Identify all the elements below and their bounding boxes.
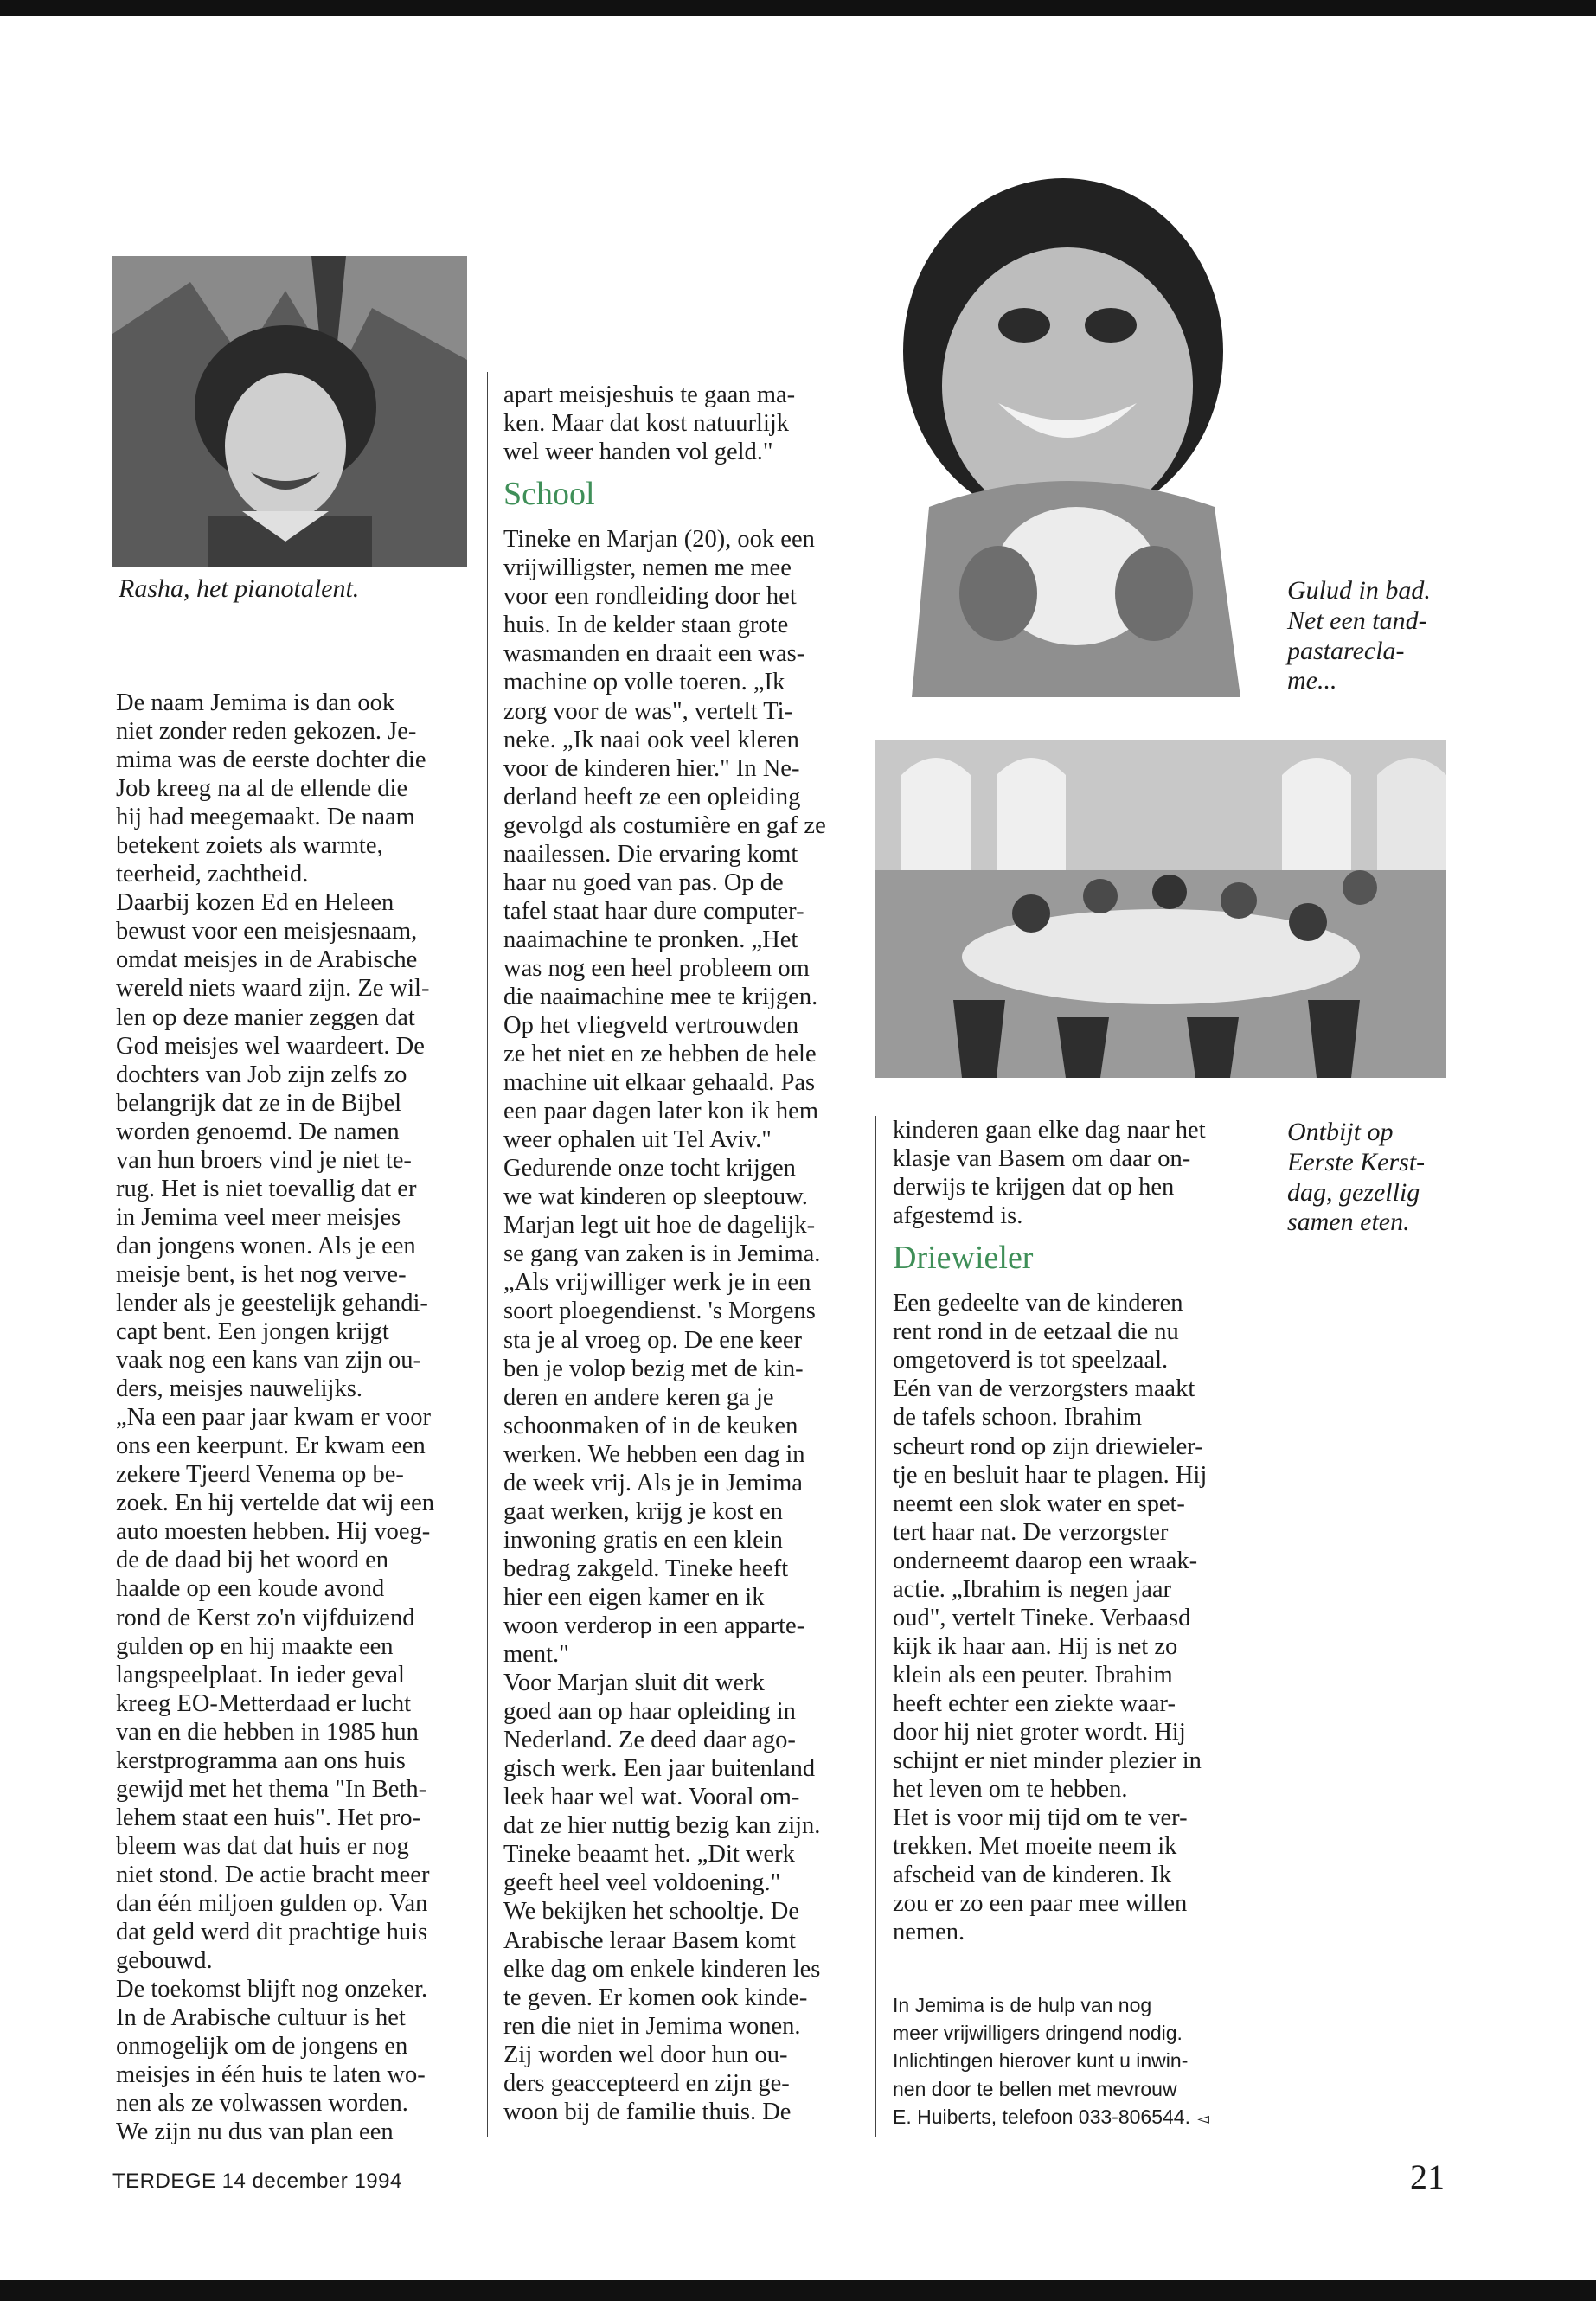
text-line: de week vrij. Als je in Jemima <box>503 1469 803 1497</box>
text-line: bleem was dat dat huis er nog <box>116 1832 409 1860</box>
text-line: bewust voor een meisjesnaam, <box>116 918 418 945</box>
text-line: Gedurende onze tocht krijgen <box>503 1155 796 1183</box>
text-line: ren die niet in Jemima wonen. <box>503 2012 801 2040</box>
text-line: apart meisjeshuis te gaan ma- <box>503 381 796 408</box>
text-line: onderneemt daarop een wraak- <box>893 1547 1198 1574</box>
text-line: te geven. Er komen ook kinde- <box>503 1984 808 2011</box>
col2-text <box>503 525 867 2126</box>
text-line: wasmanden en draait een was- <box>503 640 805 668</box>
text-line: de de daad bij het woord en <box>116 1547 388 1574</box>
text-line: gisch werk. Een jaar buitenland <box>503 1755 816 1783</box>
text-line: Op het vliegveld vertrouwden <box>503 1012 799 1040</box>
text-line: tert haar nat. De verzorgster <box>893 1518 1169 1546</box>
text-line: in Jemima veel meer meisjes <box>116 1203 401 1231</box>
rasha-photo-image <box>112 256 467 567</box>
text-line: heeft echter een ziekte waar- <box>893 1689 1176 1717</box>
text-line: afgestemd is. <box>893 1202 1023 1230</box>
text-line: derwijs te krijgen dat op hen <box>893 1174 1175 1202</box>
column-rule-2 <box>875 1116 876 2137</box>
column-rule-1 <box>487 372 488 2137</box>
text-line: Job kreeg na al de ellende die <box>116 775 408 803</box>
text-line: gebouwd. <box>116 1947 213 1975</box>
text-line: tje en besluit haar te plagen. Hij <box>893 1461 1208 1489</box>
text-line: werken. We hebben een dag in <box>503 1440 805 1468</box>
text-line: tafel staat haar dure computer- <box>503 897 804 925</box>
note-line: E. Huiberts, telefoon 033-806544. ◅ <box>893 2105 1209 2128</box>
text-line: het leven om te hebben. <box>893 1776 1128 1804</box>
text-line: neemt een slok water en spet- <box>893 1490 1185 1517</box>
text-line: dan één miljoen gulden op. Van <box>116 1889 428 1917</box>
text-line: Eén van de verzorgsters maakt <box>893 1375 1195 1403</box>
text-line: rent rond in de eetzaal die nu <box>893 1318 1179 1346</box>
text-line: teerheid, zachtheid. <box>116 861 309 888</box>
top-scan-border <box>0 0 1596 16</box>
caption-gulud-line: pastarecla- <box>1287 636 1405 665</box>
caption-breakfast-line: dag, gezellig <box>1287 1177 1420 1207</box>
text-line: lender als je geestelijk gehandi- <box>116 1289 428 1317</box>
text-line: zou er zo een paar mee willen <box>893 1890 1188 1918</box>
text-line: Tineke beaamt het. „Dit werk <box>503 1841 795 1868</box>
text-line: derland heeft ze een opleiding <box>503 783 801 811</box>
text-line: Arabische leraar Basem komt <box>503 1926 796 1954</box>
column-3 <box>893 1116 1273 1946</box>
text-line: naailessen. Die ervaring komt <box>503 840 798 868</box>
text-line: De naam Jemima is dan ook <box>116 689 395 716</box>
text-line: ment." <box>503 1641 569 1669</box>
note-line: nen door te bellen met mevrouw <box>893 2077 1177 2100</box>
text-line: van hun broers vind je niet te- <box>116 1146 412 1174</box>
caption-gulud-line: Net een tand- <box>1287 606 1427 635</box>
text-line: God meisjes wel waardeert. De <box>116 1032 425 1060</box>
col1-text <box>116 689 479 2146</box>
text-line: worden genoemd. De namen <box>116 1118 400 1145</box>
text-line: Daarbij kozen Ed en Heleen <box>116 889 394 917</box>
text-line: In de Arabische cultuur is het <box>116 2004 406 2032</box>
text-line: wel weer handen vol geld." <box>503 439 773 466</box>
text-line: ken. Maar dat kost natuurlijk <box>503 410 790 438</box>
text-line: de tafels schoon. Ibrahim <box>893 1404 1143 1432</box>
text-line: nemen. <box>893 1919 965 1946</box>
column-1 <box>116 689 479 2146</box>
text-line: ders geaccepteerd en zijn ge- <box>503 2069 790 2097</box>
caption-gulud-line: me... <box>1287 666 1337 695</box>
text-line: voor een rondleiding door het <box>503 583 797 611</box>
text-line: zekere Tjeerd Venema op be- <box>116 1461 404 1489</box>
text-line: was nog een heel probleem om <box>503 954 810 982</box>
text-line: betekent zoiets als warmte, <box>116 832 383 860</box>
text-line: Tineke en Marjan (20), ook een <box>503 526 815 554</box>
text-line: kerstprogramma aan ons huis <box>116 1747 406 1774</box>
text-line: klasje van Basem om daar on- <box>893 1145 1191 1173</box>
caption-gulud <box>1287 576 1431 696</box>
text-line: hij had meegemaakt. De naam <box>116 804 415 831</box>
text-line: dan jongens wonen. Als je een <box>116 1232 416 1259</box>
breakfast-photo-image <box>875 740 1446 1078</box>
text-line: rond de Kerst zo'n vijfduizend <box>116 1604 415 1631</box>
column-2 <box>503 381 867 2126</box>
text-line: deren en andere keren ga je <box>503 1383 774 1411</box>
footer-publication: TERDEGE 14 december 1994 <box>112 2170 402 2193</box>
section-heading-driewieler: Driewieler <box>893 1240 1034 1277</box>
text-line: gevolgd als costumière en gaf ze <box>503 811 826 839</box>
text-line: een paar dagen later kon ik hem <box>503 1098 819 1125</box>
text-line: zorg voor de was", vertelt Ti- <box>503 697 793 725</box>
text-line: omgetoverd is tot speelzaal. <box>893 1347 1169 1375</box>
text-line: woon verderop in een apparte- <box>503 1612 805 1639</box>
note-line: meer vrijwilligers dringend nodig. <box>893 2022 1183 2045</box>
text-line: actie. „Ibrahim is negen jaar <box>893 1575 1172 1603</box>
text-line: We zijn nu dus van plan een <box>116 2118 394 2146</box>
text-line: Een gedeelte van de kinderen <box>893 1290 1183 1317</box>
note-line: In Jemima is de hulp van nog <box>893 1994 1152 2016</box>
bottom-scan-border <box>0 2280 1596 2301</box>
text-line: Zij worden wel door hun ou- <box>503 2041 788 2068</box>
caption-breakfast-line: Ontbijt op <box>1287 1118 1394 1146</box>
text-line: capt bent. Een jongen krijgt <box>116 1318 389 1346</box>
text-line: neke. „Ik naai ook veel kleren <box>503 726 799 753</box>
text-line: kreeg EO-Metterdaad er lucht <box>116 1689 412 1717</box>
text-line: woon bij de familie thuis. De <box>503 2098 792 2125</box>
col3-text <box>893 1289 1273 1946</box>
text-line: leek haar wel wat. Vooral om- <box>503 1784 800 1811</box>
col3-intro <box>893 1116 1273 1230</box>
text-line: lehem staat een huis". Het pro- <box>116 1804 420 1831</box>
text-line: gaat werken, krijg je kost en <box>503 1497 783 1525</box>
text-line: goed aan op haar opleiding in <box>503 1698 796 1726</box>
page-number: 21 <box>1410 2157 1445 2196</box>
text-line: len op deze manier zeggen dat <box>116 1003 415 1031</box>
text-line: weer ophalen uit Tel Aviv." <box>503 1126 772 1154</box>
text-line: geeft heel veel voldoening." <box>503 1869 781 1897</box>
text-line: scheurt rond op zijn driewieler- <box>893 1433 1203 1460</box>
text-line: machine op volle toeren. „Ik <box>503 669 785 696</box>
caption-breakfast-line: samen eten. <box>1287 1208 1410 1237</box>
text-line: dat geld werd dit prachtige huis <box>116 1919 428 1946</box>
text-line: dat ze hier nuttig bezig kan zijn. <box>503 1812 821 1840</box>
section-heading-school: School <box>503 476 595 513</box>
col2-intro <box>503 381 867 466</box>
text-line: van en die hebben in 1985 hun <box>116 1718 419 1746</box>
text-line: omdat meisjes in de Arabische <box>116 946 418 974</box>
caption-breakfast-line: Eerste Kerst- <box>1287 1147 1426 1176</box>
photo-rasha <box>112 256 467 567</box>
text-line: afscheid van de kinderen. Ik <box>893 1862 1172 1889</box>
text-line: schoonmaken of in de keuken <box>503 1412 798 1439</box>
text-line: die naaimachine mee te krijgen. <box>503 983 818 1010</box>
text-line: dochters van Job zijn zelfs zo <box>116 1061 407 1088</box>
text-line: haalde op een koude avond <box>116 1575 385 1603</box>
text-line: huis. In de kelder staan grote <box>503 612 789 639</box>
text-line: nen als ze volwassen worden. <box>116 2090 408 2118</box>
text-line: sta je al vroeg op. De ene keer <box>503 1326 803 1354</box>
text-line: gulden op en hij maakte een <box>116 1632 394 1660</box>
text-line: Voor Marjan sluit dit werk <box>503 1670 765 1697</box>
text-line: Het is voor mij tijd om te ver- <box>893 1804 1188 1832</box>
photo-breakfast <box>875 740 1446 1078</box>
text-line: inwoning gratis en een klein <box>503 1526 783 1554</box>
text-line: niet zonder reden gekozen. Je- <box>116 718 417 746</box>
text-line: naaimachine te pronken. „Het <box>503 926 798 953</box>
text-line: se gang van zaken is in Jemima. <box>503 1240 821 1268</box>
text-line: „Als vrijwilliger werk je in een <box>503 1269 811 1297</box>
text-line: bedrag zakgeld. Tineke heeft <box>503 1554 789 1582</box>
text-line: door hij niet groter wordt. Hij <box>893 1718 1186 1746</box>
text-line: langspeelplaat. In ieder geval <box>116 1661 405 1689</box>
text-line: Marjan legt uit hoe de dagelijk- <box>503 1212 816 1240</box>
text-line: hier een eigen kamer en ik <box>503 1583 765 1611</box>
text-line: rug. Het is niet toevallig dat er <box>116 1175 417 1202</box>
text-line: ben je volop bezig met de kin- <box>503 1355 804 1382</box>
text-line: ons een keerpunt. Er kwam een <box>116 1433 426 1460</box>
text-line: zoek. En hij vertelde dat wij een <box>116 1490 434 1517</box>
text-line: klein als een peuter. Ibrahim <box>893 1661 1173 1689</box>
text-line: voor de kinderen hier." In Ne- <box>503 754 800 782</box>
text-line: „Na een paar jaar kwam er voor <box>116 1404 431 1432</box>
caption-gulud-line: Gulud in bad. <box>1287 576 1431 605</box>
gulud-photo-image <box>894 144 1266 697</box>
text-line: We bekijken het schooltje. De <box>503 1898 799 1926</box>
text-line: ders, meisjes nauwelijks. <box>116 1375 362 1403</box>
text-line: mima was de eerste dochter die <box>116 747 426 774</box>
volunteer-note <box>893 1991 1291 2131</box>
text-line: kijk ik haar aan. Hij is net zo <box>893 1632 1178 1660</box>
text-line: onmogelijk om de jongens en <box>116 2033 408 2061</box>
text-line: De toekomst blijft nog onzeker. <box>116 1976 428 2003</box>
text-line: meisje bent, is het nog verve- <box>116 1260 407 1288</box>
text-line: haar nu goed van pas. Op de <box>503 868 784 896</box>
text-line: gewijd met het thema "In Beth- <box>116 1775 427 1803</box>
text-line: niet stond. De actie bracht meer <box>116 1861 430 1888</box>
text-line: belangrijk dat ze in de Bijbel <box>116 1089 402 1117</box>
text-line: oud", vertelt Tineke. Verbaasd <box>893 1604 1191 1631</box>
text-line: elke dag om enkele kinderen les <box>503 1955 821 1983</box>
text-line: kinderen gaan elke dag naar het <box>893 1117 1206 1144</box>
end-mark-icon: ◅ <box>1196 2109 1209 2127</box>
text-line: soort ploegendienst. 's Morgens <box>503 1298 816 1325</box>
text-line: Nederland. Ze deed daar ago- <box>503 1727 796 1754</box>
caption-breakfast <box>1287 1118 1425 1238</box>
text-line: meisjes in één huis te laten wo- <box>116 2061 426 2089</box>
caption-rasha: Rasha, het pianotalent. <box>119 574 360 603</box>
note-line: Inlichtingen hierover kunt u inwin- <box>893 2049 1189 2073</box>
text-line: ze het niet en ze hebben de hele <box>503 1041 817 1068</box>
text-line: trekken. Met moeite neem ik <box>893 1833 1177 1861</box>
text-line: schijnt er niet minder plezier in <box>893 1747 1202 1775</box>
text-line: wereld niets waard zijn. Ze wil- <box>116 975 430 1003</box>
text-line: we wat kinderen op sleeptouw. <box>503 1183 808 1211</box>
text-line: auto moesten hebben. Hij voeg- <box>116 1518 431 1546</box>
text-line: vaak nog een kans van zijn ou- <box>116 1347 421 1375</box>
text-line: vrijwilligster, nemen me mee <box>503 554 792 582</box>
photo-gulud <box>894 144 1266 697</box>
text-line: machine uit elkaar gehaald. Pas <box>503 1069 816 1097</box>
